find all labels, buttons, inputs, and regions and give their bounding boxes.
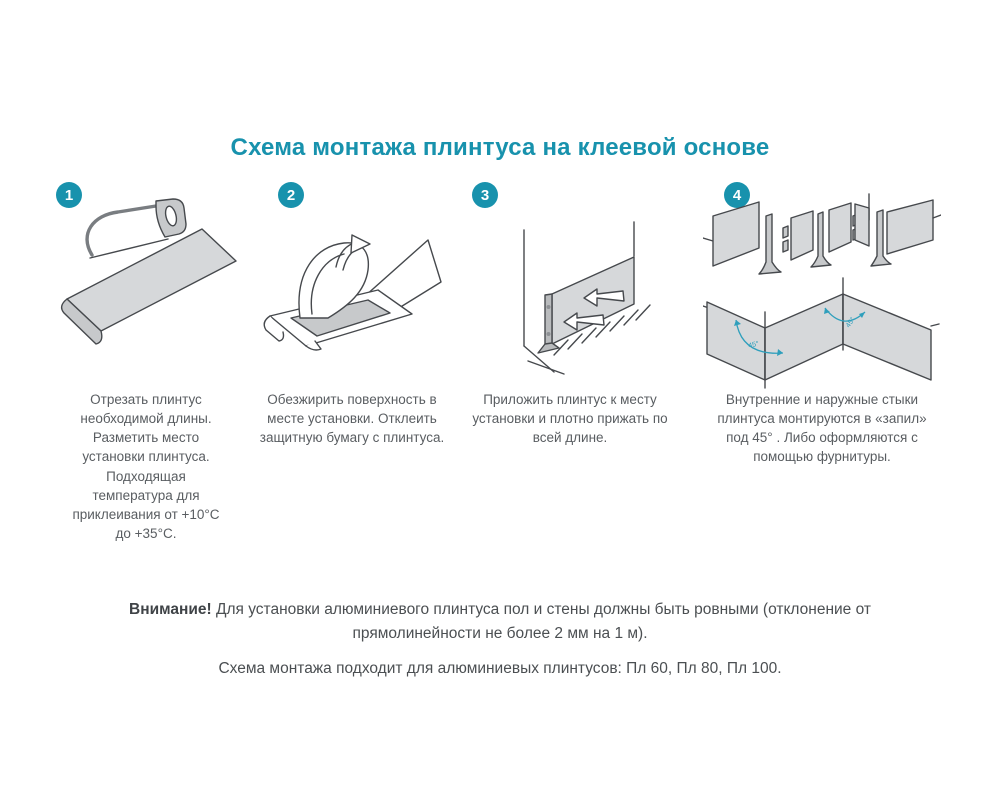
step-4-number-badge: 4 <box>724 182 750 208</box>
warning-label: Внимание! <box>129 600 212 618</box>
page-title: Схема монтажа плинтуса на клеевой основе <box>230 134 770 162</box>
step-3-number-badge: 3 <box>472 182 498 208</box>
steps-row <box>0 176 1000 576</box>
step-1-illustration-hacksaw-icon <box>48 194 244 382</box>
step-1 <box>48 176 244 542</box>
angle-label-1: 45° <box>747 340 760 350</box>
step-1-description: Отрезать плинтус необходимой длины. Разметить место установки плинтуса. Подходящая температура для приклеивания от +10°С до +35°С. <box>72 392 220 542</box>
step-2-description: Обезжирить поверхность в месте установки. Отклеить защитную бумагу с плинтуса. <box>259 392 445 446</box>
step-3 <box>458 176 682 536</box>
warning-note <box>75 598 925 646</box>
step-3-description: Приложить плинтус к месту установки и плотно прижать по всей длине. <box>472 392 668 446</box>
step-4-description: Внутренние и наружные стыки плинтуса монтируются в «запил» под 45° . Либо оформляются с помощью фурнитуры. <box>717 392 927 465</box>
warning-text: Для установки алюминиевого плинтуса пол и стены должны быть ровными (отклонение от прямолинейности не более 2 мм на 1 м). <box>211 600 871 642</box>
step-1-number-badge: 1 <box>56 182 82 208</box>
step-3-illustration-press-to-wall-icon <box>458 194 682 382</box>
step-4-illustration-corner-joints-icon <box>698 190 946 402</box>
step-2 <box>252 176 452 536</box>
footer-compatibility-line: Схема монтажа подходит для алюминиевых плинтусов: Пл 60, Пл 80, Пл 100. <box>218 659 782 677</box>
step-2-number-badge: 2 <box>278 182 304 208</box>
angle-label-2: 45° <box>844 316 857 330</box>
step-2-illustration-peel-paper-icon <box>252 194 452 382</box>
step-4 <box>698 176 946 536</box>
